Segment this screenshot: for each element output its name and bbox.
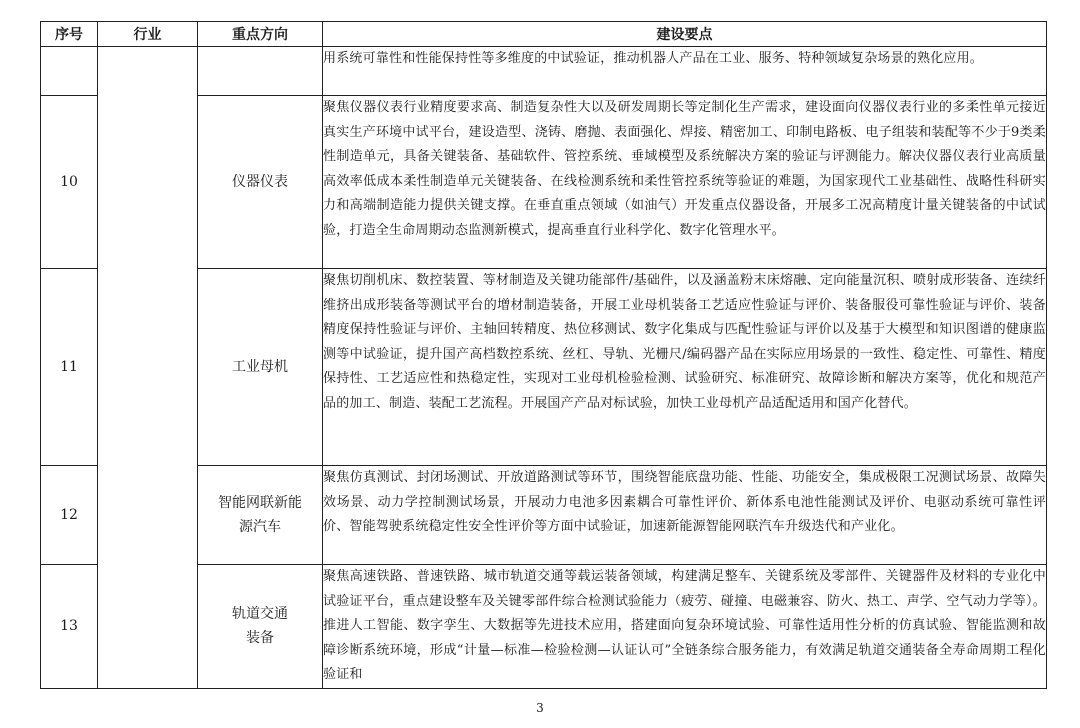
focus-line: 轨道交通: [232, 606, 288, 623]
industry-cell: [98, 47, 198, 689]
points-cell: 用系统可靠性和性能保持性等多维度的中试验证，推动机器人产品在工业、服务、特种领域复杂场景的熟化应用。: [323, 47, 1047, 96]
points-cell: 聚焦仪器仪表行业精度要求高、制造复杂性大以及研发周期长等定制化生产需求，建设面向仪器仪表行业的多柔性单元接近真实生产环境中试平台，建设造型、浇铸、磨抛、表面强化、焊接、精密加工、印制电路板、电子组装和装配等不少于9类柔性制造单元，具备关键装备、基础软件、管控系统、垂域模型及系统解决方案的验证与评测能力。解决仪器仪表行业高质量高效率低成本柔性制造单元关键装备、在线检测系统和柔性管控系统等验证的难题，为国家现代工业基础性、战略性科研实力和高端制造能力提供关键支撑。在垂直重点领域（如油气）开发重点仪器设备，开展多工况高精度计量关键装备的中试试验，打造全生命周期动态监测新模式，提高垂直行业科学化、数字化管理水平。: [323, 96, 1047, 269]
page-number: 3: [536, 701, 544, 715]
row-number-cell: [41, 47, 98, 96]
table-header-row: [41, 22, 1047, 47]
table-row: [41, 47, 1047, 96]
focus-cell: [198, 47, 323, 96]
row-number-cell: 11: [41, 269, 98, 466]
focus-line: 智能网联新能: [218, 495, 302, 511]
focus-line: 装备: [246, 630, 274, 647]
points-cell: 聚焦仿真测试、封闭场测试、开放道路测试等环节，围绕智能底盘功能、性能、功能安全，集成极限工况测试场景、故障失效场景、动力学控制测试场景，开展动力电池多因素耦合可靠性评价、新体系电池性能测试及评价、电驱动系统可靠性评价、智能驾驶系统稳定性安全性评价等方面中试验证，加速新能源智能网联汽车升级迭代和产业化。: [323, 466, 1047, 565]
focus-cell: 工业母机: [198, 269, 323, 466]
row-number-cell: 10: [41, 96, 98, 269]
construction-points-table: [40, 21, 1047, 689]
points-cell: 聚焦高速铁路、普速铁路、城市轨道交通等载运装备领域，构建满足整车、关键系统及零部件、关键器件及材料的专业化中试验证平台，重点建设整车及关键零部件综合检测试验能力（疲劳、碰撞、电磁兼容、防火、热工、声学、空气动力学等）。推进人工智能、数字孪生、大数据等先进技术应用，搭建面向复杂环境试验、可靠性适用性分析的仿真试验、智能监测和故障诊断系统环境，形成“计量—标准—检验检测—认证认可”全链条综合服务能力，有效满足轨道交通装备全寿命周期工程化验证和: [323, 565, 1047, 689]
focus-line: 源汽车: [239, 519, 281, 535]
focus-cell: [198, 565, 323, 689]
focus-cell: 仪器仪表: [198, 96, 323, 269]
header-number: 序号: [41, 22, 98, 47]
row-number-cell: 13: [41, 565, 98, 689]
focus-cell: [198, 466, 323, 565]
header-focus: 重点方向: [198, 22, 323, 47]
points-cell: 聚焦切削机床、数控装置、等材制造及关键功能部件/基础件，以及涵盖粉末床熔融、定向能量沉积、喷射成形装备、连续纤维挤出成形装备等测试平台的增材制造装备，开展工业母机装备工艺适应性验证与评价、装备服役可靠性验证与评价、装备精度保持性验证与评价、主轴回转精度、热位移测试、数字化集成与匹配性验证与评价以及基于大模型和知识图谱的健康监测等中试验证，提升国产高档数控系统、丝杠、导轨、光栅尺/编码器产品在实际应用场景的一致性、稳定性、可靠性、精度保持性、工艺适应性和热稳定性，实现对工业母机检验检测、试验研究、标准研究、故障诊断和解决方案等，优化和规范产品的加工、制造、装配工艺流程。开展国产产品对标试验，加快工业母机产品适配适用和国产化替代。: [323, 269, 1047, 466]
header-industry: 行业: [98, 22, 198, 47]
header-points: 建设要点: [323, 22, 1047, 47]
row-number-cell: 12: [41, 466, 98, 565]
